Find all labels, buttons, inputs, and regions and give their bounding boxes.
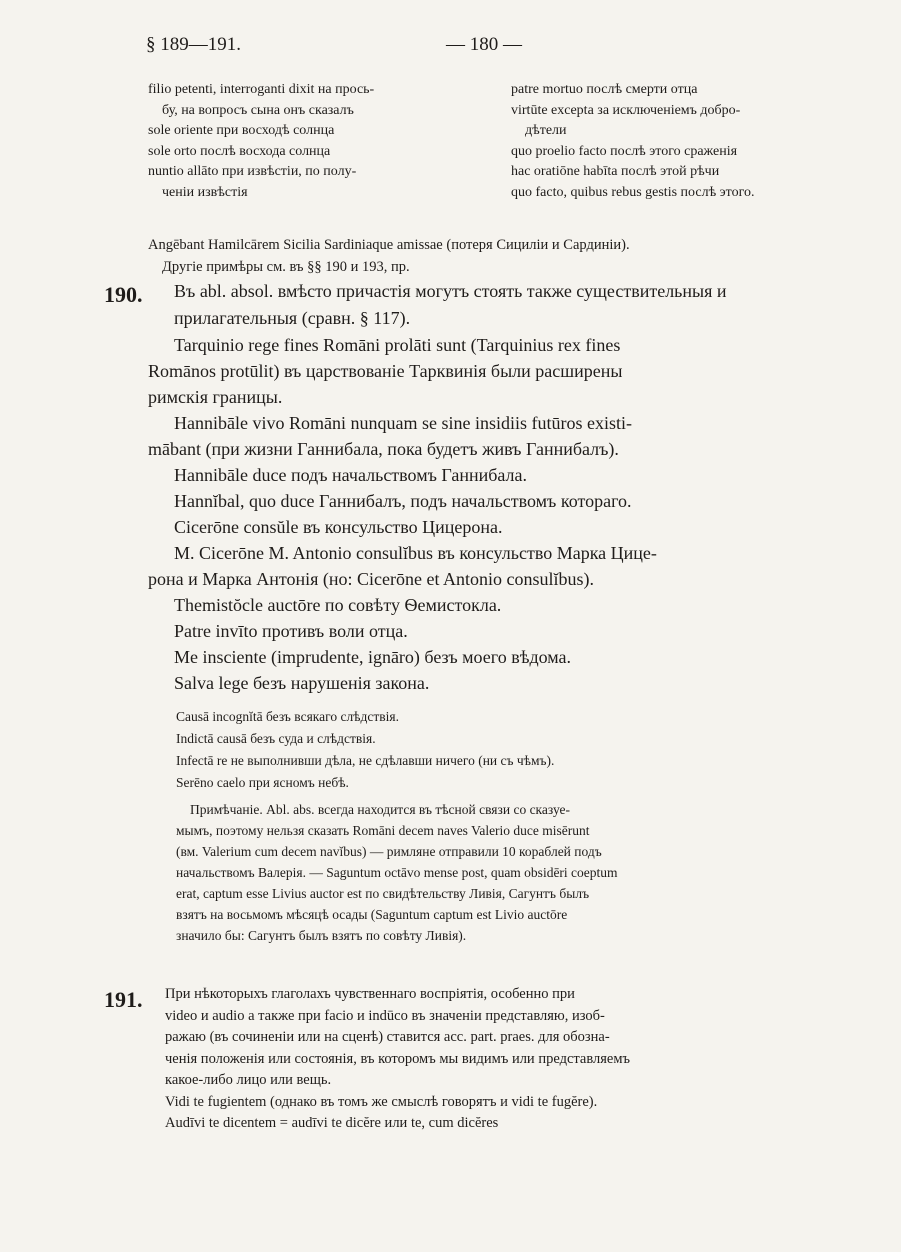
example-line: nuntio allāto при извѣстіи, по полу- [148, 164, 357, 179]
section-number: 190. [104, 282, 143, 307]
example-line: mābant (при жизни Ганнибала, пока будетъ живъ Ганнибалъ). [148, 439, 619, 459]
example-line: Hannibāle vivo Romāni nunquam se sine insidiis futūros existi- [174, 413, 632, 433]
example-line: Vidi te fugientem (однако въ томъ же смыслѣ говорятъ и vidi te fugĕre). [165, 1093, 598, 1110]
example-line: hac oratiōne habīta послѣ этой рѣчи [511, 164, 720, 179]
example-line: filio petenti, interroganti dixit на прось- [148, 82, 375, 97]
example-line: Cicerōne consŭle въ консульство Цицерона. [174, 517, 503, 537]
remark-note [176, 799, 846, 946]
example-line: Hannibāle duce подъ начальствомъ Ганнибала. [174, 465, 528, 485]
example-line: ченіи извѣстія [162, 184, 248, 200]
example-line: quo proelio facto послѣ этого сраженія [511, 143, 738, 159]
example-line: римскія границы. [148, 387, 283, 407]
example-line: Serēno caelo при ясномъ небѣ. [176, 775, 349, 790]
cross-reference: Другіе примѣры см. въ §§ 190 и 193, пр. [162, 259, 410, 275]
examples-right-column [511, 80, 851, 203]
example-line: рона и Марка Антонія (но: Cicerōne et Antonio consulĭbus). [148, 569, 594, 589]
section-rule: Въ abl. absol. вмѣсто причастія могутъ стоять также существительныя и прилагательныя (сравн. § 117). [174, 281, 727, 328]
example-line: Audīvi te dicentem = audīvi te dicĕre или te, cum dicĕres [165, 1115, 499, 1131]
example-line: Causā incognĭtā безъ всякаго слѣдствія. [176, 709, 399, 724]
example-line: virtūte excepta за исключеніемъ добро- [511, 102, 741, 118]
example-line: бу, на вопросъ сына онъ сказалъ [162, 102, 354, 118]
example-line: Salva lege безъ нарушенія закона. [174, 673, 430, 693]
example-line: дѣтели [525, 123, 567, 138]
section-rule-line: При нѣкоторыхъ глаголахъ чувственнаго воспріятія, особенно при [165, 986, 575, 1002]
note-line: взятъ на восьмомъ мѣсяцѣ осады (Saguntum captum est Livio auctōre [176, 907, 568, 922]
section-rule-line: ражаю (въ сочиненіи или на сценѣ) ставится acc. part. praes. для обозна- [165, 1029, 610, 1045]
example-line: Patre invīto противъ воли отца. [174, 621, 408, 641]
example-line: patre mortuo послѣ смерти отца [511, 82, 698, 97]
section-rule-line: ченія положенія или состоянія, въ которомъ мы видимъ или представляемъ [165, 1050, 631, 1067]
section-rule-line: video и audio а также при facio и indūco въ значеніи представляю, изоб- [165, 1007, 605, 1024]
examples-left-column [148, 80, 498, 203]
note-line: Примѣчаніе. Abl. abs. всегда находится въ тѣсной связи со сказуе- [190, 802, 571, 817]
section-number: 191. [104, 987, 143, 1012]
note-line: значило бы: Сагунтъ былъ взятъ по совѣту Ливія). [176, 928, 467, 943]
example-line: Indictā causā безъ суда и слѣдствія. [176, 731, 376, 746]
section-190-body [148, 278, 848, 696]
page-number: — 180 — [446, 34, 522, 55]
example-line: Angēbant Hamilcārem Sicilia Sardiniaque amissae (потеря Сициліи и Сардиніи). [148, 237, 630, 253]
example-line: Romānos protūlit) въ царствованіе Тарквинія были расширены [148, 361, 623, 381]
example-line: M. Cicerōne M. Antonio consulĭbus въ консульство Марка Цице- [174, 543, 657, 563]
small-examples [176, 706, 836, 794]
section-rule-line: какое-либо лицо или вещь. [165, 1072, 332, 1088]
example-line: sole orto послѣ восхода солнца [148, 143, 331, 159]
example-line: Infectā re не выполнивши дѣла, не сдѣлавши ничего (ни съ чѣмъ). [176, 753, 555, 768]
section-191-body [165, 984, 845, 1135]
example-line: sole oriente при восходѣ солнца [148, 123, 335, 138]
example-line: Hannĭbal, quo duce Ганнибалъ, подъ начальствомъ котораго. [174, 491, 632, 511]
section-range: § 189—191. [146, 34, 241, 55]
example-line: Me insciente (imprudente, ignāro) безъ моего вѣдома. [174, 647, 572, 667]
example-line: Tarquinio rege fines Romāni prolāti sunt (Tarquinius rex fines [174, 335, 621, 355]
example-line: Themistŏcle auctōre по совѣту Ѳемистокла. [174, 595, 502, 615]
example-line: quo facto, quibus rebus gestis послѣ этого. [511, 184, 755, 200]
note-line: мымъ, поэтому нельзя сказать Romāni decem naves Valerio duce misērunt [176, 823, 590, 838]
angebant-example [148, 234, 848, 278]
note-line: начальствомъ Валерія. — Saguntum octāvo mense post, quam obsidēri coeptum [176, 865, 618, 880]
note-line: (вм. Valerium cum decem navĭbus) — римляне отправили 10 кораблей подъ [176, 844, 602, 859]
note-line: erat, captum esse Livius auctor est по свидѣтельству Ливія, Сагунтъ былъ [176, 886, 590, 901]
